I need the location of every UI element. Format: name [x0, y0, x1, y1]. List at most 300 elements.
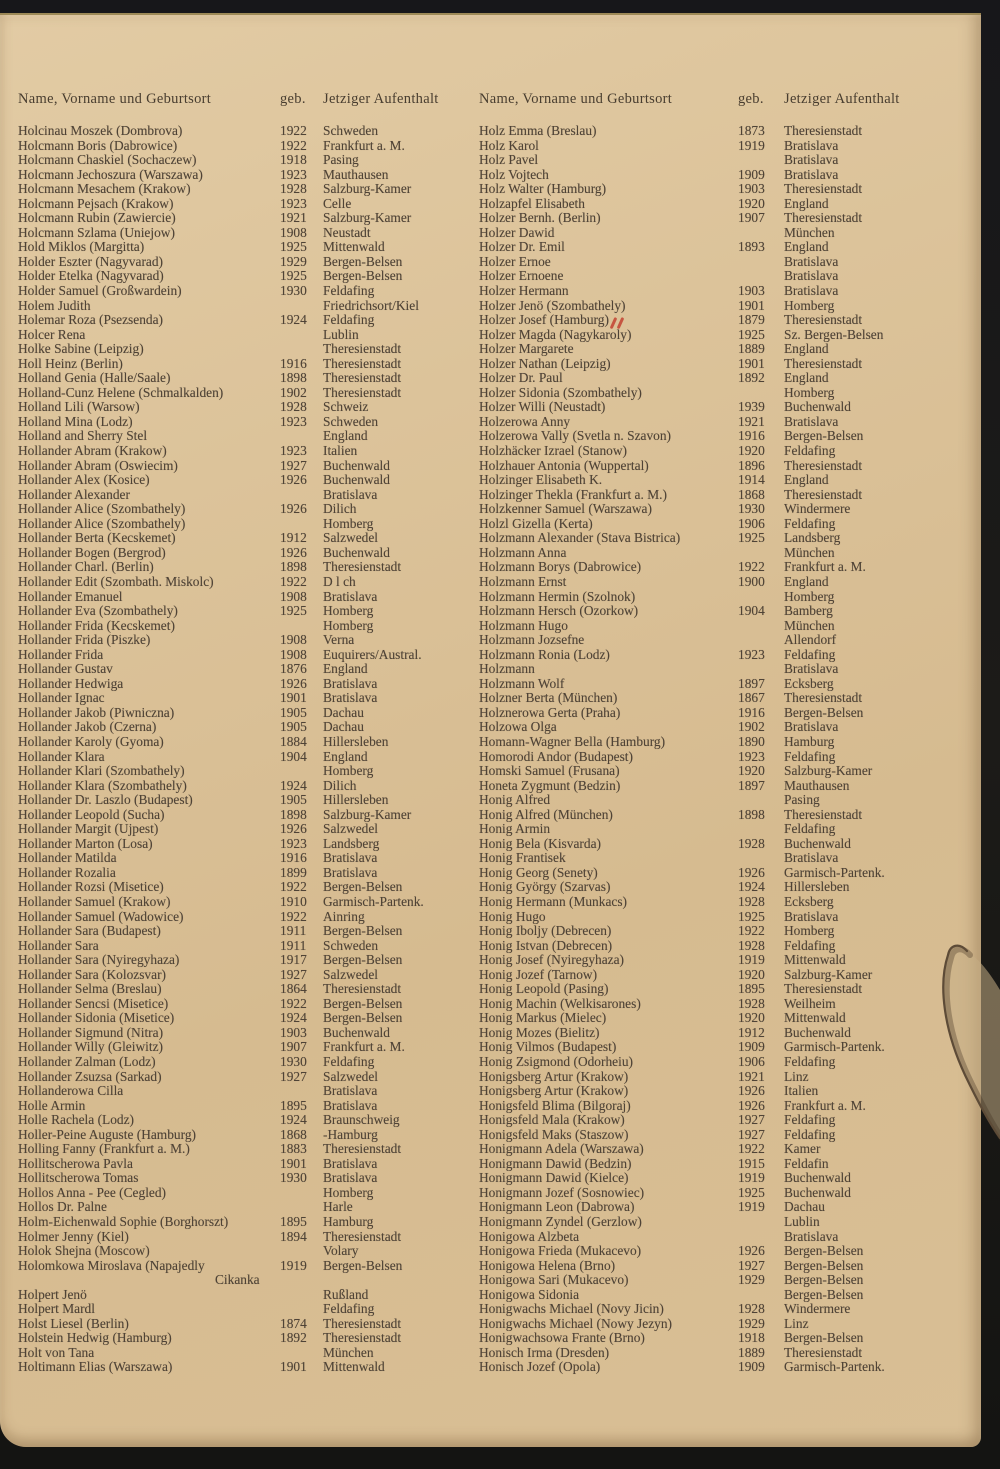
table-row	[18, 1317, 466, 1332]
entry-location: Theresienstadt	[323, 355, 402, 371]
entry-name: Homann-Wagner Bella (Hamburg)	[479, 733, 666, 749]
entry-name: Hollander Abram (Krakow)	[18, 443, 167, 459]
entry-name: Holcinau Moszek (Dombrova)	[18, 123, 183, 138]
entry-location: Feldafing	[784, 1054, 836, 1069]
table-row	[479, 1360, 931, 1375]
table-row	[479, 1259, 931, 1274]
entry-birthyear: 1916	[738, 704, 765, 720]
entry-birthyear: 1915	[738, 1155, 765, 1171]
entry-name: Hollander Alice (Szombathely)	[18, 501, 186, 517]
entry-birthyear: 1908	[280, 646, 307, 662]
entry-location: Feldafin	[784, 1155, 829, 1171]
entry-birthyear	[280, 342, 323, 357]
entry-birthyear	[738, 633, 784, 648]
entry-birthyear: 1919	[738, 1199, 765, 1215]
entry-birthyear: 1904	[280, 748, 307, 764]
entry-birthyear	[738, 153, 784, 168]
table-row	[18, 1288, 466, 1303]
entry-birthyear: 1874	[280, 1315, 307, 1331]
entry-birthyear: 1926	[738, 864, 765, 880]
table-row	[18, 546, 466, 561]
entry-location: Bergen-Belsen	[784, 1243, 864, 1259]
table-row	[18, 1113, 466, 1128]
table-row	[18, 575, 466, 590]
entry-name: Holzapfel Elisabeth	[479, 195, 585, 211]
entry-name: Hollander Sidonia (Misetice)	[18, 1010, 175, 1026]
entry-location: Dachau	[323, 704, 364, 720]
table-row	[479, 1070, 931, 1085]
entry-name: Holzer Jenö (Szombathely)	[479, 297, 626, 313]
entry-name: Holzerowa Anny	[479, 413, 571, 429]
entry-location: Bratislava	[784, 283, 839, 299]
table-row	[18, 720, 466, 735]
table-row	[18, 415, 466, 430]
table-row	[18, 1346, 466, 1361]
entry-birthyear: 1895	[280, 1097, 307, 1113]
entry-location: Theresienstadt	[784, 690, 863, 706]
entry-birthyear: 1892	[280, 1330, 307, 1346]
table-row	[479, 1011, 931, 1026]
entry-location: Hillersleben	[323, 733, 389, 749]
entry-name: Holz Emma (Breslau)	[479, 123, 597, 138]
entry-name: Holst Liesel (Berlin)	[18, 1315, 129, 1331]
table-row	[18, 1215, 466, 1230]
entry-name: Honisch Irma (Dresden)	[479, 1344, 610, 1360]
entry-name: Hollander Selma (Breslau)	[18, 981, 162, 997]
entry-birthyear	[280, 764, 323, 779]
table-row	[479, 415, 931, 430]
entry-name: Honigmann Adela (Warszawa)	[479, 1141, 644, 1157]
entry-birthyear: 1868	[738, 486, 765, 502]
entry-name: Honigsfeld Mala (Krakow)	[479, 1112, 625, 1128]
entry-birthyear: 1873	[738, 123, 765, 138]
entry-birthyear: 1924	[280, 312, 307, 328]
entry-name: Honig Istvan (Debrecen)	[479, 937, 613, 953]
entry-location: Allendorf	[784, 632, 837, 648]
entry-birthyear	[280, 1302, 323, 1317]
entry-birthyear: 1925	[738, 326, 765, 342]
entry-name: Hollander Abram (Oswiecim)	[18, 457, 178, 473]
entry-name: Homorodi Andor (Budapest)	[479, 748, 633, 764]
entry-birthyear: 1922	[280, 123, 307, 138]
entry-birthyear: 1889	[738, 1344, 765, 1360]
entry-location: Feldafing	[784, 646, 836, 662]
entry-name: Honigwachs Michael (Nowy Jezyn)	[479, 1315, 672, 1331]
entry-name: Hollander Charl. (Berlin)	[18, 559, 154, 575]
entry-birthyear: 1926	[280, 472, 307, 488]
entry-location: Theresienstadt	[784, 486, 863, 502]
right-column	[479, 124, 931, 1375]
entry-birthyear: 1921	[738, 413, 765, 429]
entry-birthyear	[280, 1200, 323, 1215]
entry-birthyear	[280, 517, 323, 532]
entry-birthyear: 1919	[738, 137, 765, 153]
entry-name: Holzhauer Antonia (Wuppertal)	[479, 457, 649, 473]
entry-birthyear: 1924	[280, 1010, 307, 1026]
entry-location: Bergen-Belsen	[323, 879, 403, 895]
entry-name: Honigsfeld Maks (Staszow)	[479, 1126, 629, 1142]
entry-name: Hollander Leopold (Sucha)	[18, 806, 165, 822]
entry-name: Honigowa Helena (Brno)	[479, 1257, 616, 1273]
entry-location: Bratislava	[784, 413, 839, 429]
entry-location: Bratislava	[323, 486, 378, 502]
entry-birthyear	[280, 1186, 323, 1201]
entry-birthyear: 1912	[280, 530, 307, 546]
entry-location: Bergen-Belsen	[323, 923, 403, 939]
entry-location: Bratislava	[323, 690, 378, 706]
table-row	[479, 837, 931, 852]
entry-location: Theresienstadt	[323, 1228, 402, 1244]
entry-name: Hollander Frida (Piszke)	[18, 632, 151, 648]
table-row	[479, 706, 931, 721]
table-row	[479, 1230, 931, 1245]
table-row	[18, 1259, 466, 1274]
entry-location: Homberg	[323, 617, 374, 633]
entry-location: England	[784, 341, 829, 357]
entry-birthyear: 1893	[738, 239, 765, 255]
table-row	[479, 299, 931, 314]
entry-birthyear: 1926	[280, 544, 307, 560]
entry-location: Bratislava	[784, 661, 839, 677]
table-row	[479, 1171, 931, 1186]
entry-birthyear: 1920	[738, 763, 765, 779]
entry-name: Holle Armin	[18, 1097, 86, 1113]
entry-name: Hollos Dr. Palne	[18, 1199, 107, 1215]
entry-name: Honigmann Zyndel (Gerzlow)	[479, 1214, 642, 1230]
entry-name: Hollander Hedwiga	[18, 675, 124, 691]
entry-name: Hollanderowa Cilla	[18, 1083, 124, 1099]
entry-location: Bratislava	[784, 253, 839, 269]
entry-birthyear: 1927	[738, 1257, 765, 1273]
entry-location: Bratislava	[784, 719, 839, 735]
entry-birthyear: 1898	[280, 806, 307, 822]
entry-location: Buchenwald	[323, 1024, 390, 1040]
entry-location: Buchenwald	[784, 399, 851, 415]
entry-location: Garmisch-Partenk.	[784, 1359, 885, 1375]
table-row	[479, 240, 931, 255]
entry-birthyear: 1884	[280, 733, 307, 749]
entry-name: Hollander Eva (Szombathely)	[18, 603, 178, 619]
table-row	[479, 226, 931, 241]
entry-location: Windermere	[784, 501, 851, 517]
table-row	[479, 764, 931, 779]
entry-name: Hollander Rozsi (Misetice)	[18, 879, 164, 895]
entry-birthyear	[738, 546, 784, 561]
table-row	[18, 691, 466, 706]
entry-name: Holzowa Olga	[479, 719, 557, 735]
entry-location	[323, 1273, 466, 1288]
entry-location: Feldafing	[784, 821, 836, 837]
table-row	[479, 560, 931, 575]
entry-location: England	[784, 573, 829, 589]
entry-location: Theresienstadt	[784, 312, 863, 328]
entry-birthyear	[738, 386, 784, 401]
table-row	[18, 822, 466, 837]
entry-location: Frankfurt a. M.	[323, 137, 405, 153]
entry-name: Honig Josef (Nyiregyhaza)	[479, 952, 625, 968]
table-row	[479, 982, 931, 997]
entry-name: Honigsberg Artur (Krakow)	[479, 1083, 629, 1099]
entry-name: Hollander Zsuzsa (Sarkad)	[18, 1068, 162, 1084]
entry-name: Honig Zsigmond (Odorheiu)	[479, 1054, 633, 1069]
entry-name: Hollander Sigmund (Nitra)	[18, 1024, 164, 1040]
entry-name: Holland Genia (Halle/Saale)	[18, 370, 171, 386]
table-row	[18, 866, 466, 881]
entry-name: Holtimann Elias (Warszawa)	[18, 1359, 173, 1375]
entry-birthyear: 1909	[738, 1039, 765, 1055]
entry-birthyear: 1923	[280, 413, 307, 429]
table-row	[18, 429, 466, 444]
table-row	[18, 444, 466, 459]
entry-location: Bergen-Belsen	[784, 428, 864, 444]
table-row	[18, 313, 466, 328]
entry-name: Honigowa Sidonia	[479, 1286, 580, 1302]
entry-name: Honig György (Szarvas)	[479, 879, 611, 895]
entry-name: Honig Leopold (Pasing)	[479, 981, 609, 997]
entry-location: Bratislava	[784, 152, 839, 168]
entry-birthyear: 1930	[738, 501, 765, 517]
entry-name: Hollander Sara (Kolozsvar)	[18, 966, 166, 982]
entry-birthyear	[738, 269, 784, 284]
table-row	[479, 1113, 931, 1128]
entry-birthyear: 1901	[280, 1359, 307, 1375]
table-row	[18, 371, 466, 386]
entry-name: Honigsfeld Blima (Bilgoraj)	[479, 1097, 631, 1113]
entry-location: England	[784, 239, 829, 255]
entry-name: Honigmann Jozef (Sosnowiec)	[479, 1184, 645, 1200]
table-row	[18, 750, 466, 765]
entry-birthyear: 1923	[280, 166, 307, 182]
entry-location: München	[784, 224, 835, 240]
entry-name: Holok Shejna (Moscow)	[18, 1243, 150, 1259]
header-name-label: Name, Vorname und Geburtsort	[18, 91, 212, 107]
table-row	[18, 502, 466, 517]
entry-location: Neustadt	[323, 224, 371, 240]
table-row	[479, 1157, 931, 1172]
entry-birthyear: 1927	[280, 1068, 307, 1084]
entry-birthyear: 1903	[738, 181, 765, 197]
entry-location: Homberg	[784, 923, 835, 939]
entry-birthyear: 1926	[280, 675, 307, 691]
entry-birthyear: 1925	[280, 268, 307, 284]
table-row	[479, 400, 931, 415]
table-row	[18, 662, 466, 677]
entry-birthyear: 1868	[280, 1126, 307, 1142]
entry-location: Harle	[323, 1199, 353, 1215]
entry-location: Theresienstadt	[784, 355, 863, 371]
entry-location: Theresienstadt	[323, 1315, 402, 1331]
entry-birthyear: 1897	[738, 675, 765, 691]
entry-birthyear: 1864	[280, 981, 307, 997]
table-row	[18, 459, 466, 474]
entry-name: Holm-Eichenwald Sophie (Borghorszt)	[18, 1214, 229, 1230]
entry-name: Holcmann Pejsach (Krakow)	[18, 195, 174, 211]
table-row	[18, 619, 466, 634]
entry-name: Honig Georg (Senety)	[479, 864, 598, 880]
entry-name: Honig Vilmos (Budapest)	[479, 1039, 617, 1055]
entry-name: Hollitscherowa Tomas	[18, 1170, 139, 1186]
entry-name: Hollander Rozalia	[18, 864, 116, 880]
entry-name: Hollander Sara (Nyiregyhaza)	[18, 952, 180, 968]
table-row	[18, 1128, 466, 1143]
entry-birthyear: 1926	[738, 1083, 765, 1099]
entry-name: Holzmann Hugo	[479, 617, 568, 633]
entry-birthyear: 1909	[738, 1359, 765, 1375]
entry-birthyear	[280, 429, 323, 444]
entry-location: Pasing	[784, 792, 820, 808]
table-row	[18, 1142, 466, 1157]
entry-location: Kamer	[784, 1141, 821, 1157]
entry-name: Holzner Berta (München)	[479, 690, 618, 706]
table-row	[479, 357, 931, 372]
entry-name: Holcmann Szlama (Uniejow)	[18, 224, 175, 240]
entry-name: Honig Markus (Mielec)	[479, 1010, 607, 1026]
entry-name: Holzer Josef (Hamburg)	[479, 312, 609, 328]
entry-name: Honig Hugo	[479, 908, 546, 924]
entry-location: Homberg	[323, 603, 374, 619]
entry-birthyear: 1930	[280, 283, 307, 299]
entry-location: Salzwedel	[323, 821, 379, 837]
entry-location: Bratislava	[784, 268, 839, 284]
entry-birthyear: 1930	[280, 1054, 307, 1069]
entry-birthyear: 1926	[280, 501, 307, 517]
entry-name: Holzer Magda (Nagykaroly)	[479, 326, 632, 342]
table-row	[479, 779, 931, 794]
entry-location: Rußland	[323, 1286, 369, 1302]
entry-birthyear: 1911	[280, 937, 307, 953]
entry-name: Holt von Tana	[18, 1344, 95, 1360]
table-row	[18, 604, 466, 619]
entry-name: Honigowa Alzbeta	[479, 1228, 580, 1244]
entry-location: Landsberg	[323, 835, 380, 851]
table-row	[479, 473, 931, 488]
entry-name: Honigowa Sari (Mukacevo)	[479, 1272, 629, 1288]
entry-location: Bratislava	[784, 850, 839, 866]
entry-birthyear: 1927	[280, 966, 307, 982]
table-row	[18, 924, 466, 939]
table-row	[479, 953, 931, 968]
entry-birthyear: 1879	[738, 312, 765, 328]
entry-location: Schweden	[323, 123, 379, 138]
entry-location: Theresienstadt	[323, 1141, 402, 1157]
entry-birthyear	[280, 619, 323, 634]
header-geb-label: geb.	[738, 91, 764, 107]
entry-location: Homberg	[784, 588, 835, 604]
entry-location: Hillersleben	[784, 879, 850, 895]
entry-name: Holz Vojtech	[479, 166, 549, 182]
table-row	[479, 1186, 931, 1201]
entry-location: Theresienstadt	[323, 384, 402, 400]
entry-birthyear	[280, 328, 323, 343]
entry-name: Hollander Dr. Laszlo (Budapest)	[18, 792, 193, 808]
left-column-header	[18, 91, 462, 108]
entry-location: Dilich	[323, 501, 357, 517]
table-row	[479, 371, 931, 386]
entry-birthyear: 1923	[280, 443, 307, 459]
entry-location: Feldafing	[323, 1301, 375, 1317]
entry-birthyear: 1939	[738, 399, 765, 415]
entry-birthyear: 1898	[738, 806, 765, 822]
entry-name: Holzmann Hersch (Ozorkow)	[479, 603, 639, 619]
entry-location: England	[784, 195, 829, 211]
entry-name: Holzmann Ernst	[479, 573, 567, 589]
entry-location: Bratislava	[784, 166, 839, 182]
table-row	[18, 342, 466, 357]
entry-birthyear: 1919	[738, 1170, 765, 1186]
entry-birthyear: 1876	[280, 661, 307, 677]
table-row	[18, 939, 466, 954]
table-row	[479, 211, 931, 226]
table-row	[479, 139, 931, 154]
entry-name: Holzinger Elisabeth K.	[479, 472, 603, 488]
table-row	[18, 269, 466, 284]
entry-location: Buchenwald	[323, 544, 390, 560]
entry-location: England	[784, 472, 829, 488]
entry-birthyear	[280, 488, 323, 503]
table-row	[479, 968, 931, 983]
entry-birthyear	[738, 1230, 784, 1245]
entry-birthyear: 1926	[738, 1243, 765, 1259]
entry-birthyear: 1892	[738, 370, 765, 386]
entry-name: Honigowa Frieda (Mukacevo)	[479, 1243, 642, 1259]
entry-name: Hollander Willy (Gleiwitz)	[18, 1039, 163, 1055]
entry-name: Holzer Nathan (Leipzig)	[479, 355, 611, 371]
entry-location: Bratislava	[323, 588, 378, 604]
entry-birthyear: 1924	[280, 777, 307, 793]
entry-name: Hollitscherowa Pavla	[18, 1155, 133, 1171]
entry-location: Feldafing	[784, 937, 836, 953]
entry-location: England	[323, 748, 368, 764]
table-row	[18, 240, 466, 255]
entry-location: Homberg	[784, 297, 835, 313]
entry-name: Holzer Ernoene	[479, 268, 564, 284]
entry-location: Feldafing	[323, 283, 375, 299]
table-row	[18, 1011, 466, 1026]
entry-birthyear: 1927	[738, 1126, 765, 1142]
entry-name: Holemar Roza (Psezsenda)	[18, 312, 164, 328]
entry-birthyear: 1927	[738, 1112, 765, 1128]
entry-location: Braunschweig	[323, 1112, 400, 1128]
entry-name: Holland Lili (Warsow)	[18, 399, 140, 415]
entry-birthyear	[280, 1346, 323, 1361]
entry-birthyear: 1901	[738, 355, 765, 371]
entry-birthyear: 1928	[738, 995, 765, 1011]
entry-name: Holzmann Wolf	[479, 675, 565, 691]
entry-location: Buchenwald	[323, 472, 390, 488]
entry-location: Bratislava	[323, 850, 378, 866]
table-row	[18, 779, 466, 794]
entry-location: Buchenwald	[323, 457, 390, 473]
entry-location: Bamberg	[784, 603, 833, 619]
entry-birthyear: 1928	[280, 399, 307, 415]
table-row	[479, 488, 931, 503]
entry-name: Hollander Jakob (Piwniczna)	[18, 704, 175, 720]
table-row	[479, 444, 931, 459]
entry-birthyear	[738, 1288, 784, 1303]
entry-location: Ecksberg	[784, 675, 834, 691]
entry-birthyear: 1929	[280, 253, 307, 269]
entry-location: Schweden	[323, 413, 379, 429]
header-aufenthalt-label: Jetziger Aufenthalt	[323, 91, 439, 107]
entry-name: Honigwachs Michael (Novy Jicin)	[479, 1301, 664, 1317]
entry-birthyear: 1890	[738, 733, 765, 749]
entry-birthyear: 1917	[280, 952, 307, 968]
entry-birthyear: 1905	[280, 719, 307, 735]
entry-birthyear: 1922	[280, 879, 307, 895]
entry-location: Theresienstadt	[784, 123, 863, 138]
entry-birthyear: 1901	[280, 1155, 307, 1171]
header-aufenthalt-label: Jetziger Aufenthalt	[784, 91, 900, 107]
